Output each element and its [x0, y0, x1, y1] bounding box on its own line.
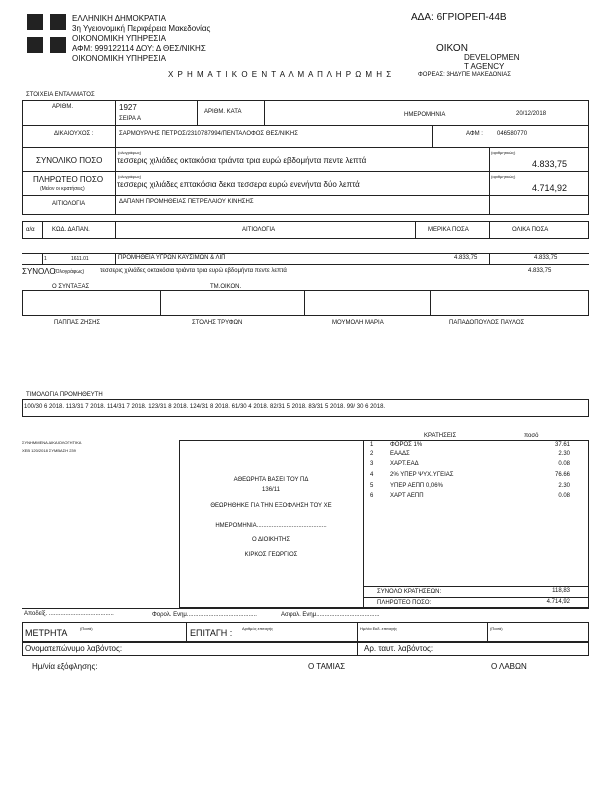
- reason-label: ΑΙΤΙΟΛΟΓΙΑ: [52, 201, 86, 207]
- th-reason: ΑΙΤΙΟΛΟΓΙΑ: [242, 227, 276, 233]
- ada-code: ΑΔΑ: 6ΓΡΙΟΡΕΠ-44Β: [411, 12, 507, 23]
- apodeix: Αποδείξ. .......................................: [24, 611, 114, 617]
- signer-name: ΣΤΟΛΗΣ ΤΡΥΦΩΝ: [192, 320, 243, 326]
- row-partial: 4.833,75: [454, 255, 478, 261]
- ret-sum-label: ΣΥΝΟΛΟ ΚΡΑΤΗΣΕΩΝ:: [377, 589, 442, 595]
- payable-words: τεσσερις χιλιάδες επτακόσια δεκα τεσσερα ευρώ ενενήντα δύο λεπτά: [117, 180, 360, 189]
- ret-name: ΕΑΑΔΣ: [390, 451, 410, 457]
- payable-label: ΠΛΗΡΩΤΕΟ ΠΟΣΟ: [33, 175, 104, 184]
- ret-name: 2% ΥΠΕΡ ΨΥΧ.ΥΓΕΙΑΣ: [390, 472, 454, 478]
- stamp-line: ΟΙΚΟΝ: [436, 43, 468, 54]
- visa-line: ΘΕΩΡΗΘΗΚΕ ΓΙΑ ΤΗΝ ΕΞΟΦΛΗΣΗ ΤΟΥ ΧΕ: [210, 503, 332, 509]
- th-code: ΚΩΔ. ΔΑΠΑΝ.: [52, 227, 90, 233]
- org-line: 3η Υγειονομική Περιφέρεια Μακεδονίας: [72, 24, 211, 33]
- ret-n: 5: [370, 483, 374, 489]
- poso-header: ποσό: [524, 433, 539, 439]
- hmnia-epitag: Ημ/νία Εκδ. επιταγής: [360, 626, 398, 631]
- payment-box: [22, 622, 589, 642]
- epitagi: ΕΠΙΤΑΓΗ :: [190, 628, 233, 638]
- hmnia-exof: Ημ/νία εξόφλησης:: [32, 662, 98, 671]
- foral: Φορολ. Ενημ..........................................: [152, 612, 257, 618]
- arithm-kata-label: ΑΡΙΘΜ. ΚΑΤΑ: [204, 109, 242, 115]
- greek-republic-logo: [27, 14, 66, 53]
- visa-line: ΗΜΕΡΟΜΗΝΙΑ..........................................: [215, 523, 327, 529]
- ret-payable-value: 4.714,92: [546, 599, 570, 605]
- stamp-line: DEVELOPMEN: [464, 53, 520, 62]
- payable-value: 4.714,92: [532, 183, 568, 193]
- row-total: 4.833,75: [534, 255, 558, 261]
- reason-value: ΔΑΠΑΝΗ ΠΡΟΜΗΘΕΙΑΣ ΠΕΤΡΕΛΑΙΟΥ ΚΙΝΗΣΗΣ: [119, 199, 254, 205]
- sum-value: 4.833,75: [528, 268, 552, 274]
- total-value: 4.833,75: [532, 159, 568, 169]
- total-label: ΣΥΝΟΛΙΚΟ ΠΟΣΟ: [36, 156, 103, 165]
- ret-name: ΧΑΡΤ.ΕΑΔ: [390, 461, 419, 467]
- ret-sum-value: 118,83: [552, 588, 570, 594]
- lavon: Ο ΛΑΒΩΝ: [491, 662, 527, 671]
- afm-label: ΑΦΜ :: [466, 131, 483, 137]
- ar-epitag: Αριθμός επιταγής: [242, 626, 274, 631]
- date-value: 20/12/2018: [516, 111, 547, 117]
- section-label: ΣΤΟΙΧΕΙΑ ΕΝΤΑΛΜΑΤΟΣ: [26, 92, 95, 98]
- sum-label: ΣΥΝΟΛΟ: [22, 267, 56, 276]
- foreas: ΦΟΡΕΑΣ: 3ΗΔΥΠΕ ΜΑΚΕΔΟΝΙΑΣ: [418, 72, 512, 78]
- row-desc: ΠΡΟΜΗΘΕΙΑ ΥΓΡΩΝ ΚΑΥΣΙΜΩΝ & ΛΙΠ: [118, 255, 226, 261]
- ret-name: ΦΟΡΟΣ 1%: [390, 442, 423, 448]
- org-header: [72, 14, 210, 64]
- ret-n: 3: [370, 461, 374, 467]
- tm-oikon: ΤΜ.ΟΙΚΟΝ.: [210, 284, 242, 290]
- ar-taut: Αρ. ταυτ. λαβόντος:: [364, 644, 434, 653]
- org-line: ΟΙΚΟΝΟΜΙΚΗ ΥΠΗΡΕΣΙΑ: [72, 54, 166, 63]
- asfal: Ασφαλ. Ενημ......................................: [281, 612, 380, 618]
- ret-name: ΧΑΡΤ ΑΕΠΠ: [390, 493, 424, 499]
- krat-header: ΚΡΑΤΗΣΕΙΣ: [424, 433, 457, 439]
- invoices-label: ΤΙΜΟΛΟΓΙΑ ΠΡΟΜΗΘΕΥΤΗ: [26, 392, 103, 398]
- ret-value: 37.61: [554, 442, 570, 448]
- posa-label: (Ποσά): [80, 626, 93, 631]
- total-words: τεσσερις χιλιάδες οκτακόσια τριάντα τρια ευρώ εβδομήντα πεντε λεπτά: [117, 156, 367, 165]
- ret-value: 0.08: [558, 493, 570, 499]
- ret-value: 76.66: [554, 472, 570, 478]
- signer-name: ΜΟΥΜΟΛΗ ΜΑΡΙΑ: [332, 320, 384, 326]
- ret-n: 2: [370, 451, 374, 457]
- arithm-value: 1927: [119, 103, 137, 112]
- visa-line: ΑΘΕΩΡΗΤΑ ΒΑΣΕΙ ΤΟΥ ΠΔ: [233, 477, 309, 483]
- org-line: ΟΙΚΟΝΟΜΙΚΗ ΥΠΗΡΕΣΙΑ: [72, 34, 166, 43]
- o-syntaxas: Ο ΣΥΝΤΑΞΑΣ: [52, 284, 90, 290]
- beneficiary-value: ΣΑΡΜΟΥΡΛΗΣ ΠΕΤΡΟΣ/2310787994/ΠΕΝΤΑΛΟΦΟΣ ΘΕΣ/ΝΙΚΗΣ: [119, 131, 298, 137]
- th-partial: ΜΕΡΙΚΑ ΠΟΣΑ: [428, 227, 469, 233]
- in-numbers-label: (αριθμητικώς): [491, 174, 516, 179]
- in-words-label: (ολογράφως): [118, 174, 142, 179]
- metrita: ΜΕΤΡΗΤΑ: [25, 628, 68, 638]
- signer-name: ΠΑΠΠΑΣ ΖΗΣΗΣ: [54, 320, 101, 326]
- org-line: ΑΦΜ: 999122114 ΔΟΥ: Δ ΘΕΣ/ΝΙΚΗΣ: [72, 44, 206, 53]
- onomatep: Ονοματεπώνυμο λαβόντος:: [25, 644, 123, 653]
- arithm-label: ΑΡΙΘΜ.: [52, 104, 74, 110]
- seira: ΣΕΙΡΑ Α: [119, 116, 141, 122]
- in-numbers-label: (αριθμητικώς): [491, 150, 516, 155]
- document-title: Χ Ρ Η Μ Α Τ Ι Κ Ο Ε Ν Τ Α Λ Μ Α Π Λ Η Ρ Ω Μ Η Σ: [168, 70, 393, 79]
- ret-n: 1: [370, 442, 374, 448]
- payable-sub: (Μείον οι κρατήσεις): [40, 186, 85, 192]
- visa-line: ΚΙΡΚΟΣ ΓΕΩΡΓΙΟΣ: [244, 552, 298, 558]
- in-words-label: (ολογράφως): [118, 150, 142, 155]
- posa-label-2: (Ποσά): [490, 626, 503, 631]
- invoices-value: 100/30 6 2018. 113/31 7 2018. 114/31 7 2018. 123/31 8 2018. 124/31 8 2018. 61/30 4 2018. 82/31 5 2018. 83/31 5 2018. 99/ 30 6 2018.: [24, 404, 386, 410]
- ret-n: 4: [370, 472, 374, 478]
- th-total: ΟΛΙΚΑ ΠΟΣΑ: [512, 227, 549, 233]
- sum-words: τεσσερις χιλιάδες οκτακόσια τριάντα τρια ευρώ εβδομήντα πεντε λεπτά: [100, 268, 287, 274]
- ret-payable-label: ΠΛΗΡΩΤΕΟ ΠΟΣΟ:: [377, 600, 432, 606]
- docs-label: ΧΕΒ 120/2018 ΣΥΜΒΑΣΗ 239: [22, 448, 76, 453]
- signer-name: ΠΑΠΑΔΟΠΟΥΛΟΣ ΠΑΥΛΟΣ: [449, 320, 525, 326]
- ret-value: 2.30: [558, 451, 570, 457]
- docs-label: ΣΥΝΗΜΜΕΝΑ ΔΙΚΑΙΟΛΟΓΗΤΙΚΑ: [22, 440, 82, 445]
- stamp-line: T AGENCY: [464, 62, 505, 71]
- ret-name: ΥΠΕΡ ΑΕΠΠ 0,06%: [390, 483, 443, 489]
- stamp: [436, 44, 520, 71]
- th-aa: α/α: [26, 227, 35, 233]
- row-aa: 1: [44, 256, 47, 262]
- org-line: ΕΛΛΗΝΙΚΗ ΔΗΜΟΚΡΑΤΙΑ: [72, 14, 166, 23]
- ret-value: 2.30: [558, 483, 570, 489]
- ret-n: 6: [370, 493, 374, 499]
- table-header: [22, 221, 589, 239]
- date-label: ΗΜΕΡΟΜΗΝΙΑ: [404, 112, 446, 118]
- tamias: Ο ΤΑΜΙΑΣ: [308, 662, 346, 671]
- afm-value: 046580770: [497, 131, 528, 137]
- visa-line: Ο ΔΙΟΙΚΗΤΗΣ: [251, 537, 291, 543]
- sum-sub: (Ολογράφως): [54, 269, 85, 275]
- beneficiary-label: ΔΙΚΑΙΟΥΧΟΣ :: [54, 131, 94, 137]
- visa-line: 136/11: [262, 487, 280, 493]
- row-code: 1611.01: [71, 256, 89, 262]
- ret-value: 0.08: [558, 461, 570, 467]
